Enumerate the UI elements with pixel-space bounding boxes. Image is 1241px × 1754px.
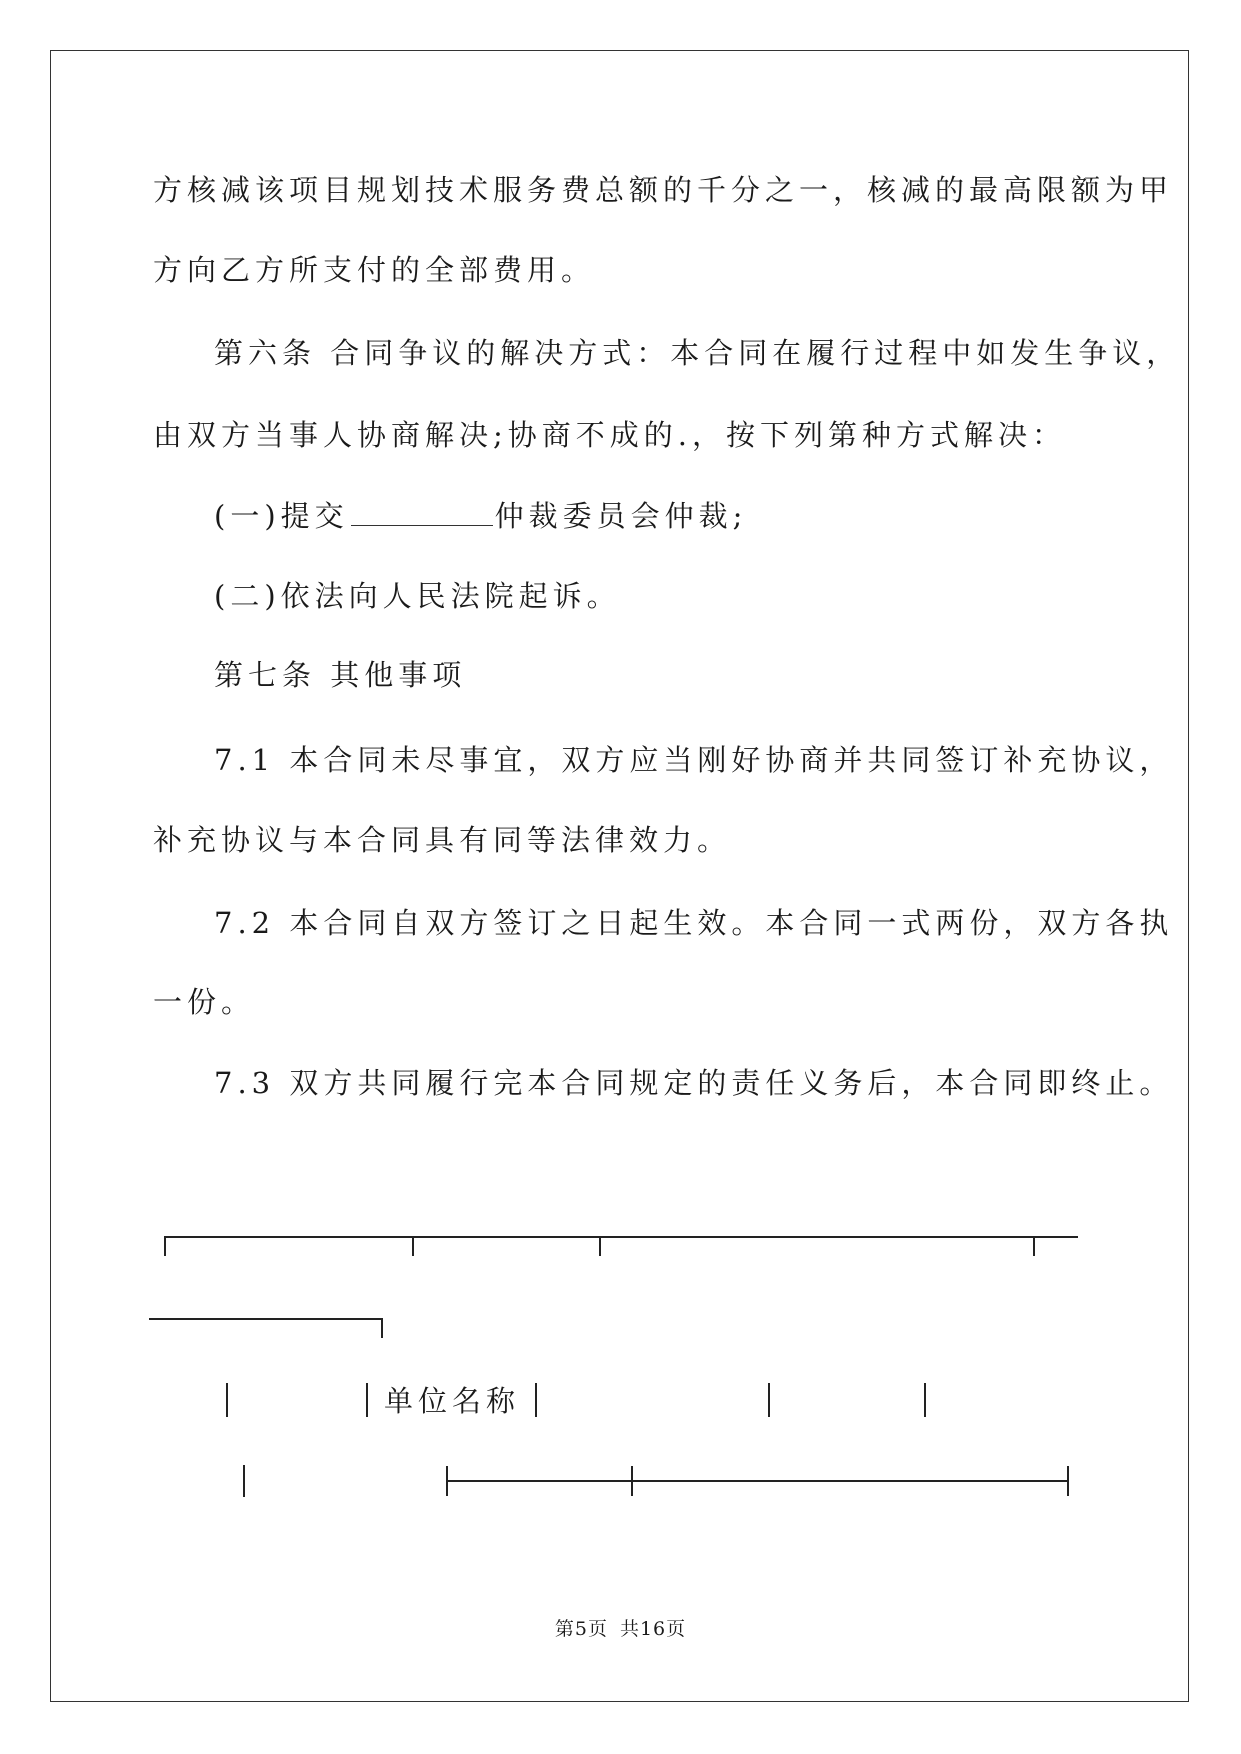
table-rule — [412, 1236, 414, 1256]
article-seven-heading: 第七条 其他事项 — [214, 658, 467, 692]
arbitration-option — [214, 498, 747, 534]
clause-7-1: 7.1 本合同未尽事宜，双方应当刚好协商并共同签订补充协议， — [214, 743, 1174, 777]
table-rule — [164, 1236, 166, 1256]
article-six-heading: 第六条 合同争议的解决方式：本合同在履行过程中如发生争议， — [214, 336, 1181, 370]
clause-7-3: 7.3 双方共同履行完本合同规定的责任义务后，本合同即终止。 — [214, 1066, 1174, 1100]
table-rule — [366, 1383, 368, 1417]
table-rule — [446, 1480, 1069, 1482]
arbitration-blank — [351, 499, 493, 526]
table-rule — [149, 1318, 382, 1320]
page-footer — [0, 1614, 1241, 1641]
table-rule — [924, 1383, 926, 1417]
paragraph-line: 方向乙方所支付的全部费用。 — [153, 253, 596, 287]
table-rule — [1033, 1236, 1035, 1256]
table-rule — [243, 1465, 245, 1497]
table-rule — [535, 1383, 537, 1417]
table-rule — [226, 1383, 228, 1417]
table-rule — [1067, 1466, 1069, 1496]
table-rule — [768, 1383, 770, 1417]
table-rule — [164, 1236, 1078, 1238]
unit-name-label: 单位名称 — [384, 1384, 521, 1418]
page-total: 共16页 — [619, 1618, 687, 1640]
paragraph-line: 补充协议与本合同具有同等法律效力。 — [153, 823, 732, 857]
paragraph-line: 一份。 — [153, 985, 256, 1019]
clause-7-2: 7.2 本合同自双方签订之日起生效。本合同一式两份，双方各执 — [214, 906, 1174, 940]
table-rule — [446, 1466, 448, 1496]
arbitration-suffix: 仲裁委员会仲裁; — [494, 499, 748, 533]
arbitration-prefix: (一)提交 — [214, 499, 349, 533]
table-rule — [631, 1466, 633, 1496]
page-border — [50, 50, 1189, 1702]
paragraph-line: 由双方当事人协商解决;协商不成的.，按下列第种方式解决： — [153, 418, 1066, 452]
table-rule — [599, 1236, 601, 1256]
table-rule — [381, 1318, 383, 1338]
litigation-option: (二)依法向人民法院起诉。 — [214, 579, 621, 613]
paragraph-line: 方核减该项目规划技术服务费总额的千分之一，核减的最高限额为甲 — [153, 173, 1174, 207]
page-number: 第5页 — [554, 1618, 608, 1640]
